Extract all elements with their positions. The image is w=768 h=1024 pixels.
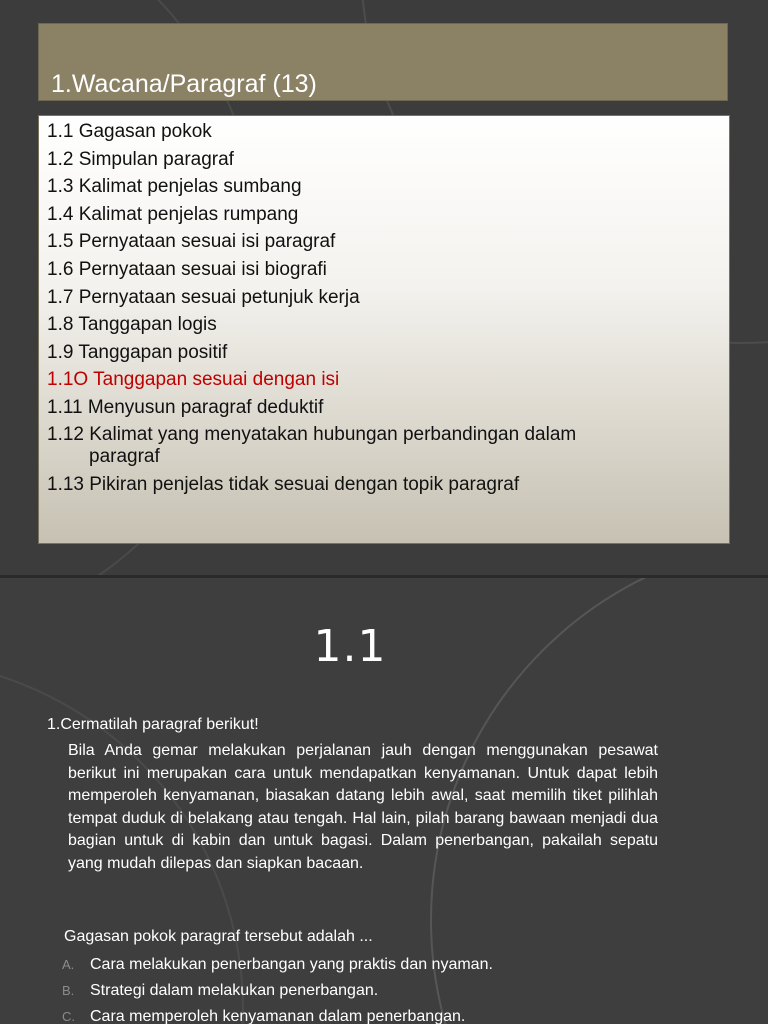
list-item: 1.11 Menyusun paragraf deduktif xyxy=(47,396,324,418)
option-letter: C. xyxy=(62,1009,75,1024)
option-text: Cara memperoleh kenyamanan dalam penerbangan. xyxy=(90,1008,466,1024)
list-item-line: 1.12 Kalimat yang menyatakan hubungan perbandingan dalam xyxy=(47,424,577,446)
question-prompt: Gagasan pokok paragraf tersebut adalah ... xyxy=(64,928,373,945)
list-item: 1.13 Pikiran penjelas tidak sesuai dengan topik paragraf xyxy=(47,474,520,496)
question-instruction: 1.Cermatilah paragraf berikut! xyxy=(47,716,259,733)
list-item: 1.9 Tanggapan positif xyxy=(47,341,228,363)
option-text: Strategi dalam melakukan penerbangan. xyxy=(90,982,379,999)
list-item: 1.1 Gagasan pokok xyxy=(47,121,212,142)
list-item: 1.6 Pernyataan sesuai isi biografi xyxy=(47,258,327,280)
list-item-continuation: paragraf xyxy=(89,446,160,468)
list-item xyxy=(47,422,721,472)
list-item: 1.8 Tanggapan logis xyxy=(47,314,217,336)
section-heading: 1.1 xyxy=(313,621,387,672)
list-item-highlighted: 1.1O Tanggapan sesuai dengan isi xyxy=(47,369,340,391)
answer-option[interactable] xyxy=(62,952,493,978)
option-letter: B. xyxy=(62,983,75,998)
option-text: Cara melakukan penerbangan yang praktis dan nyaman. xyxy=(90,956,493,973)
list-item: 1.5 Pernyataan sesuai isi paragraf xyxy=(47,231,336,253)
answer-option[interactable] xyxy=(62,1004,493,1024)
list-item: 1.4 Kalimat penjelas rumpang xyxy=(47,203,299,225)
list-item: 1.7 Pernyataan sesuai petunjuk kerja xyxy=(47,286,360,308)
question-paragraph: Bila Anda gemar melakukan perjalanan jauh dengan menggunakan pesawat berikut ini merupakan cara untuk mendapatkan kenyamanan. Untuk dapat lebih memperoleh kenyamanan, biasakan datang lebih awal, saat memilih tiket pilihlah tempat duduk di belakang atau tengah. Hal lain, pilah barang bawaan menjadi dua bagian untuk di kabin dan untuk bagasi. Dalam penerbangan, pakailah sepatu yang mudah dilepas dan siapkan bacaan. xyxy=(68,742,658,872)
slide-title: 1.Wacana/Paragraf (13) xyxy=(51,70,317,98)
list-item: 1.2 Simpulan paragraf xyxy=(47,148,234,170)
answer-options xyxy=(62,952,493,1024)
topic-list-box xyxy=(38,115,730,544)
topic-list xyxy=(47,118,721,499)
option-letter: A. xyxy=(62,957,75,972)
answer-option[interactable] xyxy=(62,978,493,1004)
list-item: 1.3 Kalimat penjelas sumbang xyxy=(47,176,302,198)
slide-2 xyxy=(0,578,768,1024)
title-bar xyxy=(38,23,728,101)
